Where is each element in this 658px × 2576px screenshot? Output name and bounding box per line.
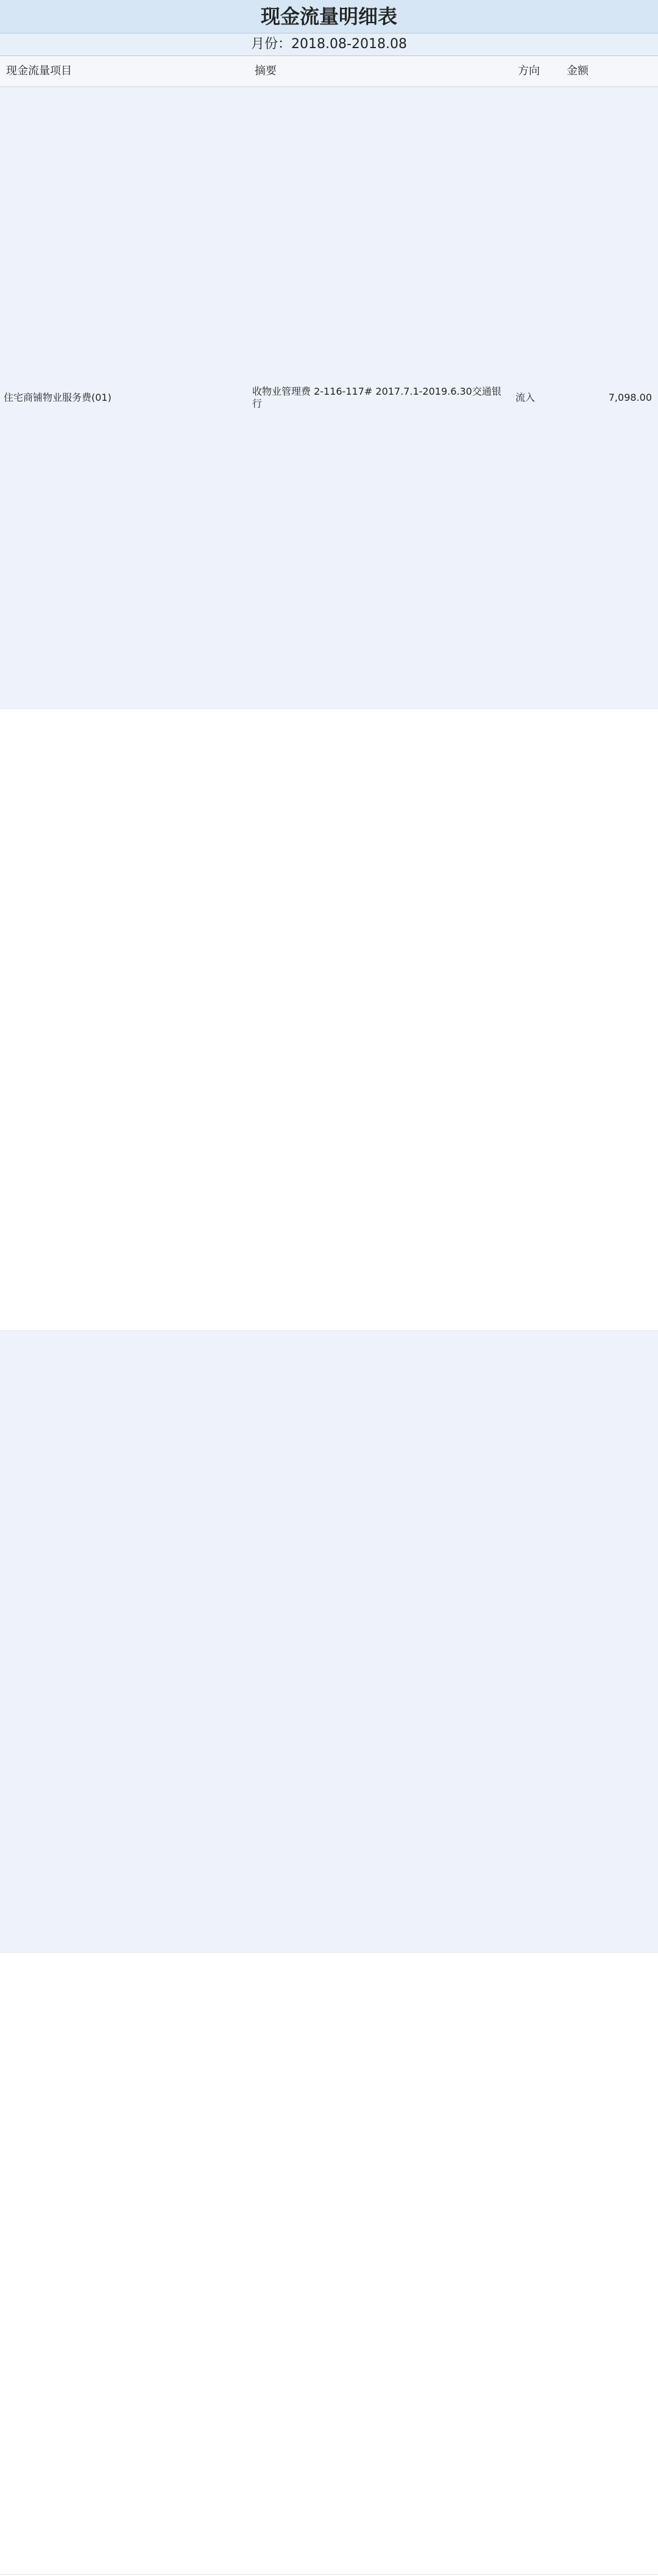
page-title: 现金流量明细表	[0, 0, 658, 34]
row-item	[0, 1331, 249, 1952]
row-item	[0, 709, 249, 1330]
row-amount	[561, 1331, 658, 1952]
row-direction	[512, 1953, 561, 2574]
column-header-summary: 摘要	[255, 65, 277, 77]
row-summary	[249, 709, 512, 1330]
table-row	[0, 87, 658, 709]
row-summary: 收物业管理费 2-116-117# 2017.7.1-2019.6.30交通银行	[252, 386, 501, 409]
table-row	[0, 1331, 658, 1953]
period-subtitle: 月份：2018.08-2018.08	[0, 34, 658, 56]
column-header-direction: 方向	[518, 65, 540, 77]
row-direction	[512, 1331, 561, 1952]
table-body	[0, 87, 658, 2575]
column-header-amount: 金额	[567, 65, 589, 77]
row-amount: 7,098.00	[608, 392, 652, 403]
row-summary	[249, 1331, 512, 1952]
table-row	[0, 709, 658, 1331]
row-direction	[512, 709, 561, 1330]
row-item: 住宅商铺物业服务费(01)	[4, 392, 111, 403]
table-row	[0, 1953, 658, 2575]
row-direction: 流入	[515, 392, 536, 403]
row-item	[0, 1953, 249, 2574]
row-amount	[561, 1953, 658, 2574]
table-header	[0, 56, 658, 87]
row-amount	[561, 709, 658, 1330]
column-header-item: 现金流量项目	[6, 65, 72, 77]
row-summary	[249, 1953, 512, 2574]
